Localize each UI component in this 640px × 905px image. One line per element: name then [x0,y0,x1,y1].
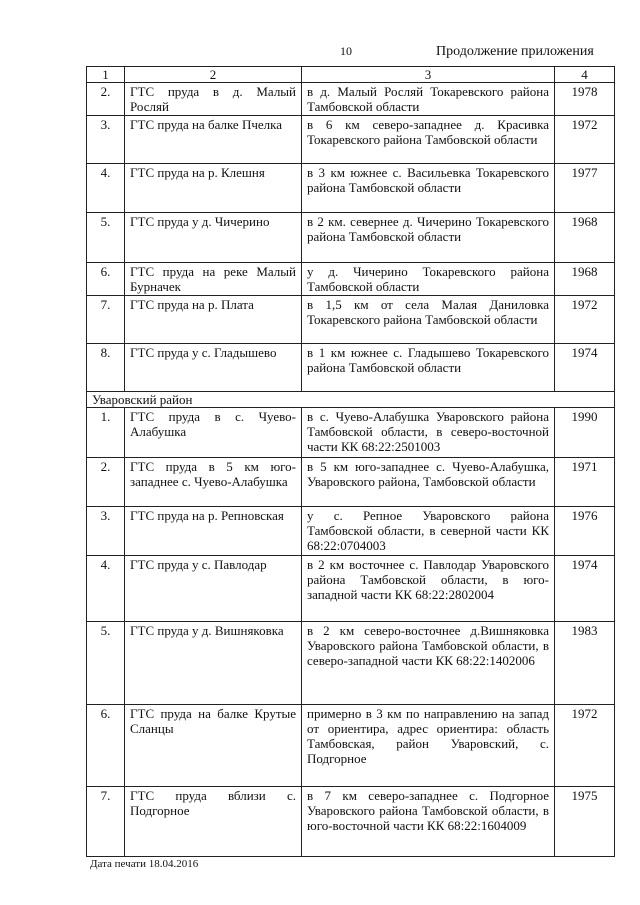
object-year: 1977 [555,164,615,213]
object-year: 1972 [555,705,615,787]
object-name: ГТС пруда у д. Вишняковка [125,622,302,705]
object-location: в с. Чуево-Алабушка Уваровского района Тамбовской области, в северо-восточной части КК 68:22:2501003 [302,408,555,458]
column-header: 4 [555,67,615,83]
row-number: 2. [87,83,125,116]
page-number: 10 [340,44,352,58]
table-row [87,83,615,116]
table-row [87,458,615,507]
print-date: Дата печати 18.04.2016 [90,858,199,870]
object-year: 1976 [555,507,615,556]
object-name: ГТС пруда вблизи с. Подгорное [125,787,302,857]
table-row [87,622,615,705]
table-row [87,164,615,213]
row-number: 7. [87,787,125,857]
object-year: 1968 [555,213,615,263]
column-header: 2 [125,67,302,83]
row-number: 3. [87,507,125,556]
row-number: 8. [87,344,125,392]
table-row [87,408,615,458]
row-number: 3. [87,116,125,164]
table-row [87,705,615,787]
object-location: в 6 км северо-западнее д. Красивка Токаревского района Тамбовской области [302,116,555,164]
row-number: 2. [87,458,125,507]
object-year: 1972 [555,296,615,344]
object-location: в 7 км северо-западнее с. Подгорное Уваровского района Тамбовской области, в юго-восточной части КК 68:22:1604009 [302,787,555,857]
page-title: Продолжение приложения [436,44,594,59]
object-location: у д. Чичерино Токаревского района Тамбовской области [302,263,555,296]
object-location: в 1,5 км от села Малая Даниловка Токаревского района Тамбовской области [302,296,555,344]
object-location: примерно в 3 км по направлению на запад от ориентира, адрес ориентира: область Тамбовская, район Уваровский, с. Подгорное [302,705,555,787]
object-name: ГТС пруда в 5 км юго-западнее с. Чуево-Алабушка [125,458,302,507]
row-number: 4. [87,556,125,622]
object-name: ГТС пруда на р. Плата [125,296,302,344]
object-location: у с. Репное Уваровского района Тамбовской области, в северной части КК 68:22:0704003 [302,507,555,556]
object-year: 1972 [555,116,615,164]
section-title: Уваровский район [87,392,615,408]
object-location: в д. Малый Росляй Токаревского района Тамбовской области [302,83,555,116]
object-year: 1978 [555,83,615,116]
object-name: ГТС пруда у с. Гладышево [125,344,302,392]
table-row [87,296,615,344]
object-name: ГТС пруда на реке Малый Бурначек [125,263,302,296]
column-header: 1 [87,67,125,83]
table-row [87,344,615,392]
row-number: 4. [87,164,125,213]
object-name: ГТС пруда у с. Павлодар [125,556,302,622]
object-year: 1974 [555,344,615,392]
object-name: ГТС пруда в с. Чуево-Алабушка [125,408,302,458]
row-number: 6. [87,263,125,296]
object-year: 1983 [555,622,615,705]
object-location: в 2 км. севернее д. Чичерино Токаревского района Тамбовской области [302,213,555,263]
object-location: в 2 км восточнее с. Павлодар Уваровского района Тамбовской области, в юго-западной части КК 68:22:2802004 [302,556,555,622]
object-year: 1975 [555,787,615,857]
object-location: в 1 км южнее с. Гладышево Токаревского района Тамбовской области [302,344,555,392]
object-location: в 3 км южнее с. Васильевка Токаревского района Тамбовской области [302,164,555,213]
row-number: 1. [87,408,125,458]
table-row [87,507,615,556]
object-name: ГТС пруда на р. Репновская [125,507,302,556]
object-name: ГТС пруда на балке Крутые Сланцы [125,705,302,787]
table-row [87,556,615,622]
object-name: ГТС пруда у д. Чичерино [125,213,302,263]
object-year: 1974 [555,556,615,622]
objects-table [86,66,615,857]
column-header: 3 [302,67,555,83]
table-row [87,116,615,164]
object-location: в 5 км юго-западнее с. Чуево-Алабушка, Уваровского района, Тамбовской области [302,458,555,507]
table-row [87,787,615,857]
table-row [87,213,615,263]
row-number: 6. [87,705,125,787]
object-location: в 2 км северо-восточнее д.Вишняковка Уваровского района Тамбовской области, в северо-западной части КК 68:22:1402006 [302,622,555,705]
row-number: 7. [87,296,125,344]
table-header-row [87,67,615,83]
object-name: ГТС пруда на балке Пчелка [125,116,302,164]
object-name: ГТС пруда в д. Малый Росляй [125,83,302,116]
section-row [87,392,615,408]
object-name: ГТС пруда на р. Клешня [125,164,302,213]
object-year: 1971 [555,458,615,507]
table-row [87,263,615,296]
row-number: 5. [87,213,125,263]
object-year: 1968 [555,263,615,296]
object-year: 1990 [555,408,615,458]
row-number: 5. [87,622,125,705]
